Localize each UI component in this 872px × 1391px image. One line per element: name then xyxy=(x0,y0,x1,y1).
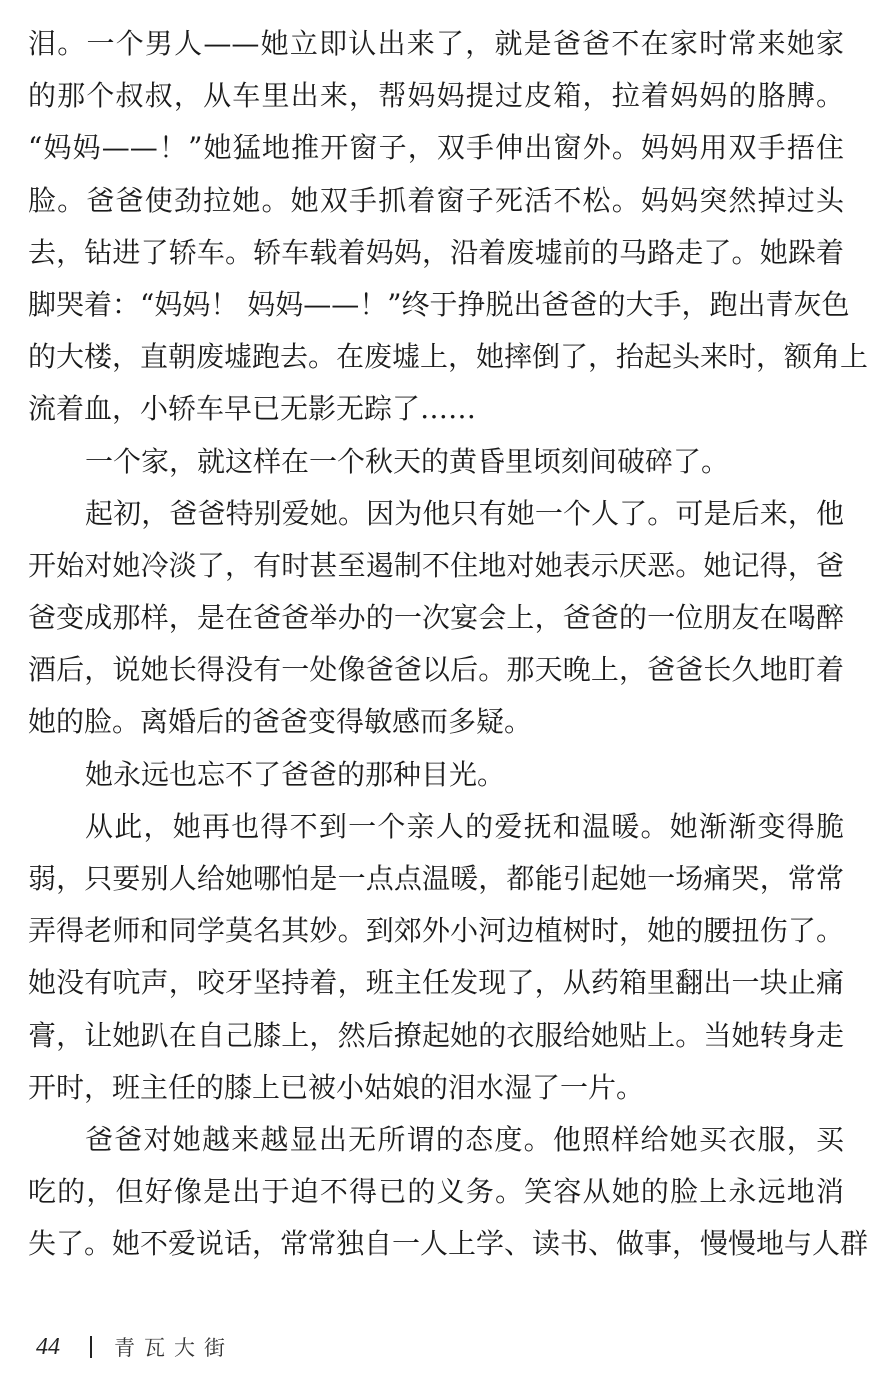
page-body xyxy=(28,18,869,1271)
text-line: 她永远也忘不了爸爸的那种目光。 xyxy=(85,757,506,791)
text-line: 失了。她不爱说话，常常独自一人上学、读书、做事，慢慢地与人群 xyxy=(28,1227,869,1261)
text-line: 吃的，但好像是出于迫不得已的义务。笑容从她的脸上永远地消 xyxy=(28,1175,844,1209)
footer-separator xyxy=(90,1336,92,1358)
text-line: 流着血，小轿车早已无影无踪了…… xyxy=(28,392,477,426)
text-line: 她的脸。离婚后的爸爸变得敏感而多疑。 xyxy=(28,705,533,739)
text-line: 的那个叔叔，从车里出来，帮妈妈提过皮箱，拉着妈妈的胳膊。 xyxy=(28,79,844,113)
text-line: 泪。一个男人——她立即认出来了，就是爸爸不在家时常来她家 xyxy=(28,27,844,60)
text-line: 去，钻进了轿车。轿车载着妈妈，沿着废墟前的马路走了。她跺着 xyxy=(28,235,844,269)
text-line: 脚哭着：“妈妈！ 妈妈——！”终于挣脱出爸爸的大手，跑出青灰色 xyxy=(28,287,850,321)
text-line: 开时，班主任的膝上已被小姑娘的泪水湿了一片。 xyxy=(28,1070,645,1104)
page-footer xyxy=(36,1332,234,1362)
text-line: 弄得老师和同学莫名其妙。到郊外小河边植树时，她的腰扭伤了。 xyxy=(28,914,844,948)
text-line: 爸变成那样，是在爸爸举办的一次宴会上，爸爸的一位朋友在喝醉 xyxy=(28,601,844,635)
text-line: 一个家，就这样在一个秋天的黄昏里顷刻间破碎了。 xyxy=(85,444,730,478)
text-line: 她没有吭声，咬牙坚持着，班主任发现了，从药箱里翻出一块止痛 xyxy=(28,966,844,1000)
book-title: 青瓦大街 xyxy=(114,1336,234,1360)
text-line: 从此，她再也得不到一个亲人的爱抚和温暖。她渐渐变得脆 xyxy=(85,809,844,843)
text-line: 爸爸对她越来越显出无所谓的态度。他照样给她买衣服，买 xyxy=(85,1122,844,1156)
text-line: 酒后，说她长得没有一处像爸爸以后。那天晚上，爸爸长久地盯着 xyxy=(28,653,844,687)
page-number: 44 xyxy=(36,1333,60,1360)
text-line: “妈妈——！”她猛地推开窗子，双手伸出窗外。妈妈用双手捂住 xyxy=(28,131,844,165)
text-line: 脸。爸爸使劲拉她。她双手抓着窗子死活不松。妈妈突然掉过头 xyxy=(28,183,844,217)
text-line: 开始对她冷淡了，有时甚至遏制不住地对她表示厌恶。她记得，爸 xyxy=(28,548,844,582)
text-line: 起初，爸爸特别爱她。因为他只有她一个人了。可是后来，他 xyxy=(85,496,844,530)
text-line: 膏，让她趴在自己膝上，然后撩起她的衣服给她贴上。当她转身走 xyxy=(28,1018,844,1052)
text-line: 的大楼，直朝废墟跑去。在废墟上，她摔倒了，抬起头来时，额角上 xyxy=(28,340,869,374)
text-line: 弱，只要别人给她哪怕是一点点温暖，都能引起她一场痛哭，常常 xyxy=(28,862,844,895)
